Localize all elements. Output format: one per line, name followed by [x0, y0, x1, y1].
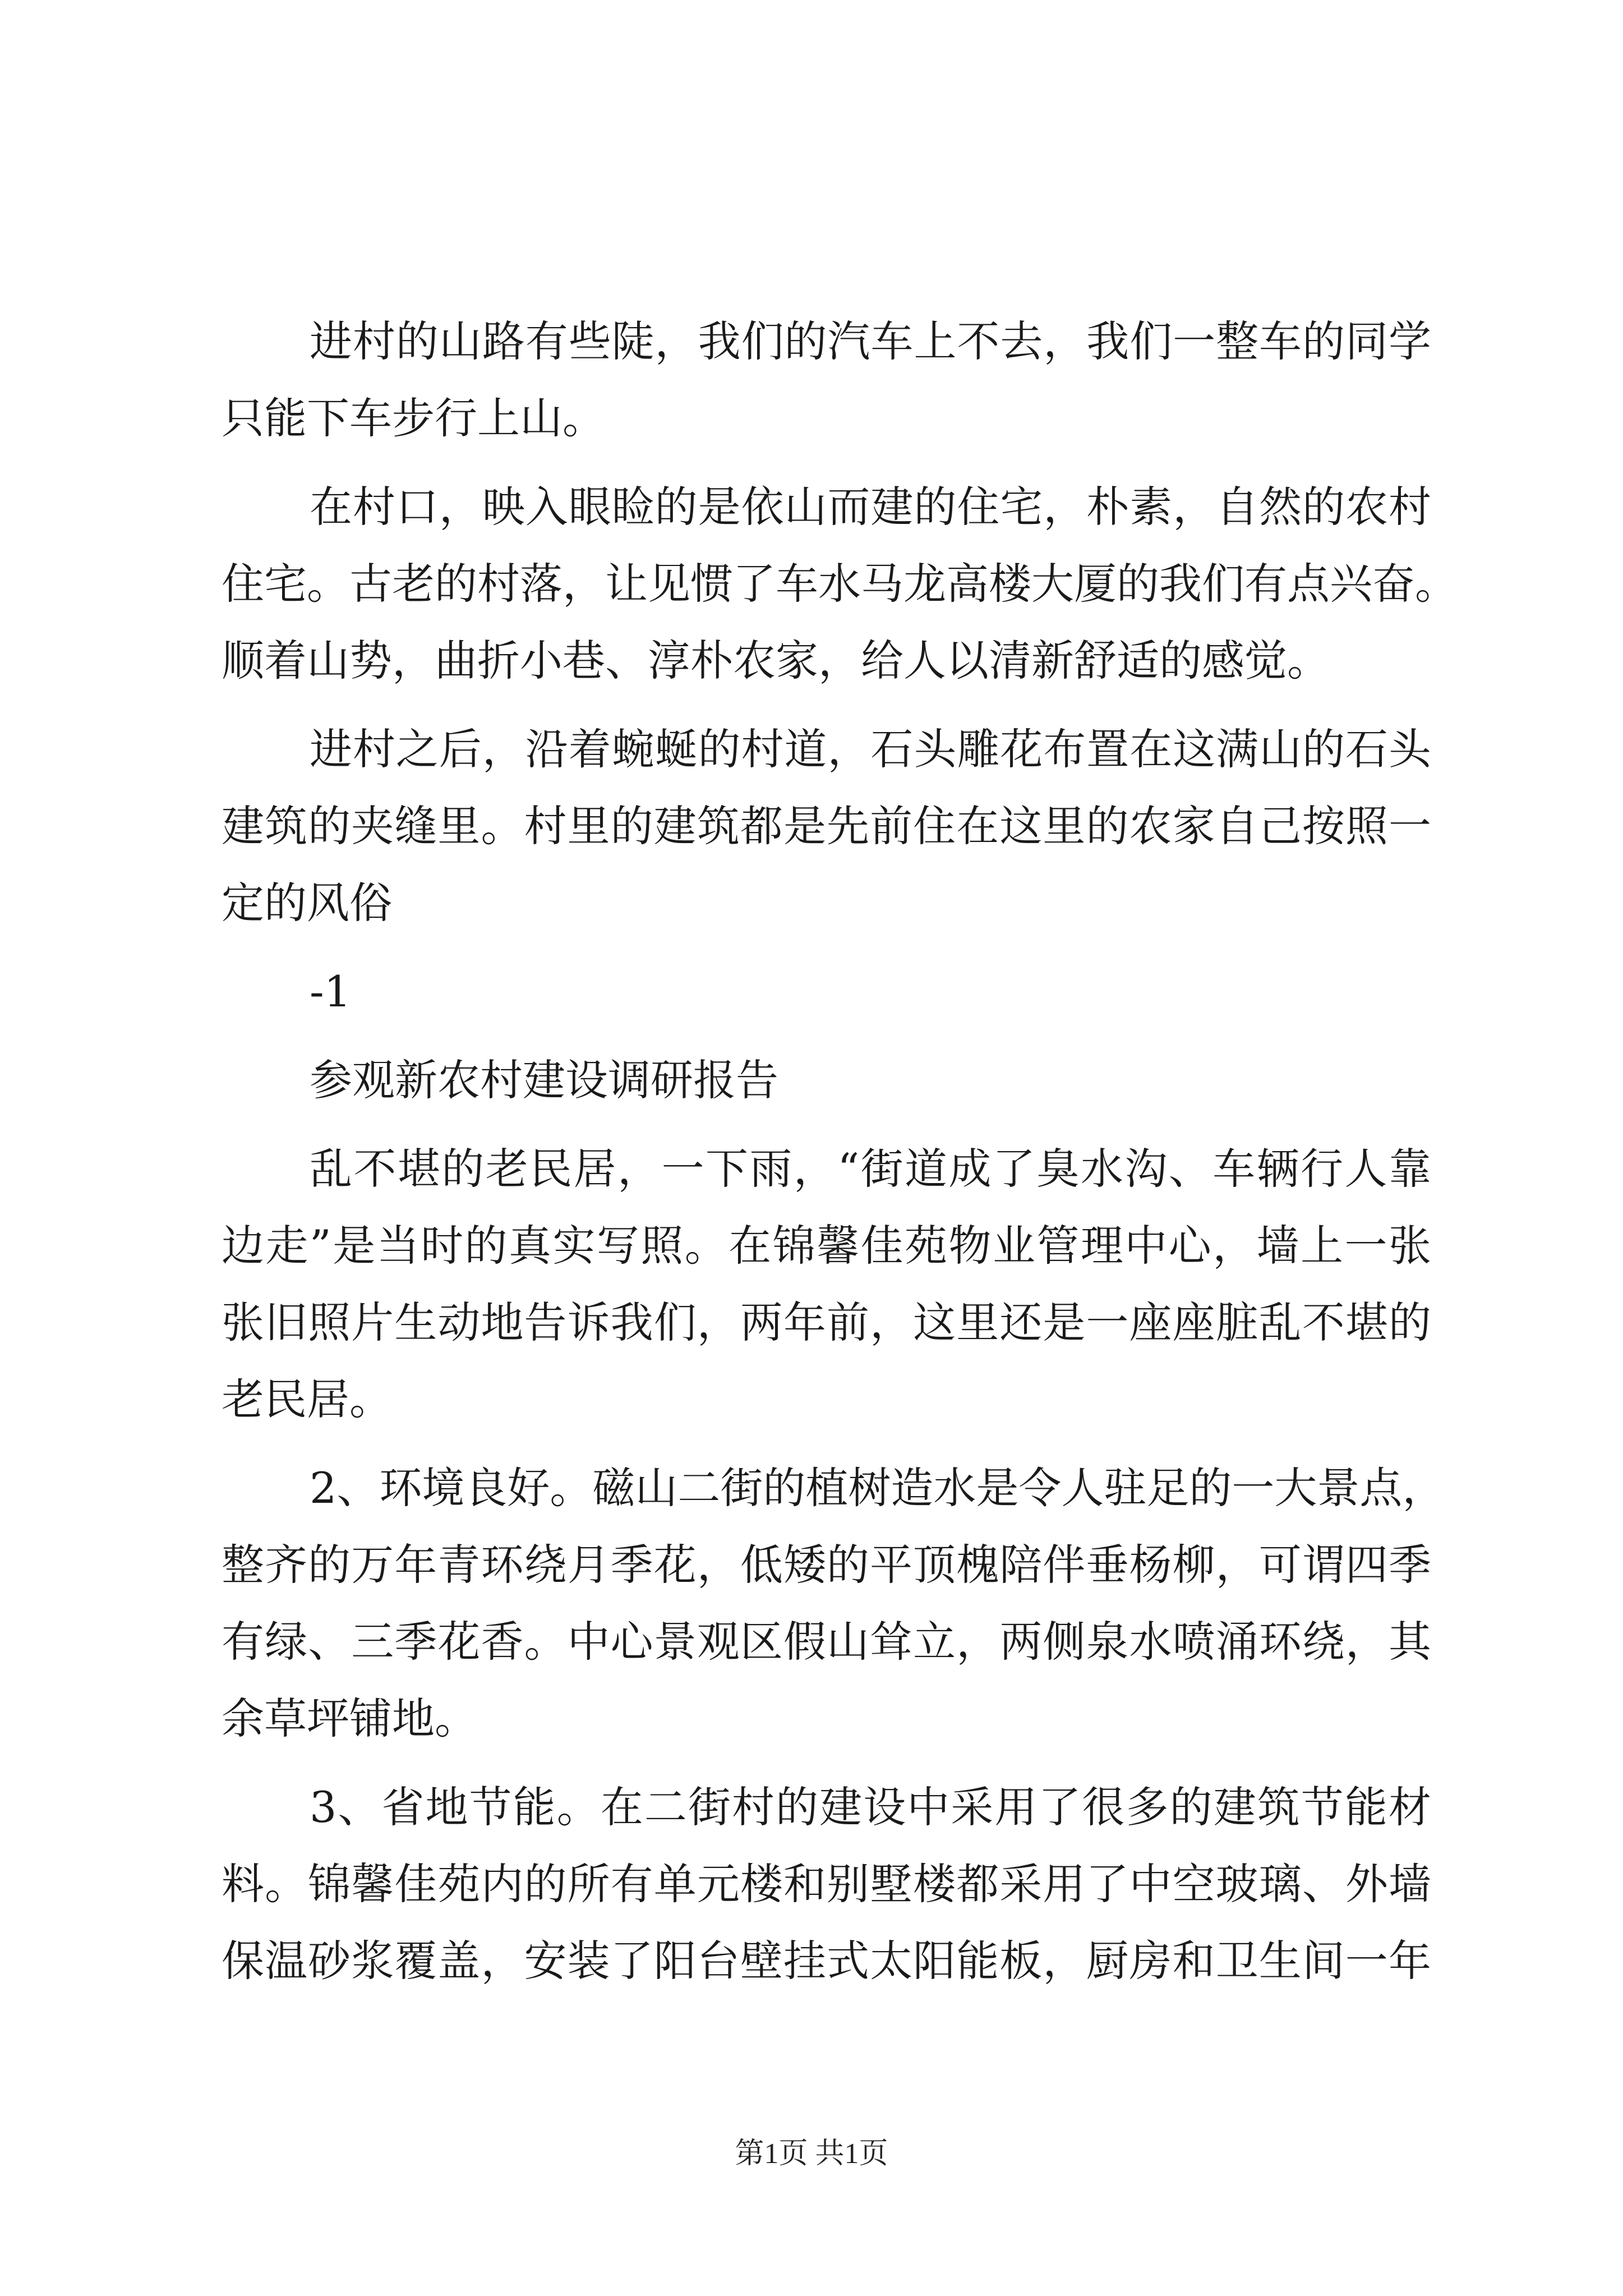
paragraph-line: 边走”是当时的真实写照。在锦馨佳苑物业管理中心，墙上一张 [222, 1221, 1431, 1271]
paragraph [222, 1769, 1431, 1999]
paragraph-line: 建筑的夹缝里。村里的建筑都是先前住在这里的农家自己按照一 [222, 801, 1431, 851]
paragraph-line: 整齐的万年青环绕月季花，低矮的平顶槐陪伴垂杨柳，可谓四季 [222, 1540, 1431, 1590]
paragraph-line: 3、省地节能。在二街村的建设中采用了很多的建筑节能材 [310, 1782, 1431, 1832]
paragraph-line: 乱不堪的老民居，一下雨，“街道成了臭水沟、车辆行人靠 [310, 1144, 1431, 1194]
paragraph-line: 料。锦馨佳苑内的所有单元楼和别墅楼都采用了中空玻璃、外墙 [222, 1859, 1431, 1909]
page-footer: 第1页 共1页 [735, 2138, 888, 2170]
paragraph-line: 保温砂浆覆盖，安装了阳台壁挂式太阳能板，厨房和卫生间一年 [222, 1936, 1431, 1986]
paragraph-line: 进村之后，沿着蜿蜒的村道，石头雕花布置在这满山的石头 [310, 724, 1431, 774]
paragraph-line: 有绿、三季花香。中心景观区假山耸立，两侧泉水喷涌环绕，其 [222, 1617, 1431, 1667]
paragraph-line: 参观新农村建设调研报告 [310, 1055, 778, 1105]
paragraph [222, 468, 1458, 699]
paragraph [222, 1042, 1431, 1119]
paragraph-line: 张旧照片生动地告诉我们，两年前，这里还是一座座脏乱不堪的 [222, 1297, 1431, 1347]
document-body [222, 303, 1458, 2011]
paragraph-line: 2、环境良好。磁山二街的植树造水是令人驻足的一大景点， [310, 1463, 1445, 1513]
paragraph [222, 711, 1431, 941]
paragraph-line: 定的风俗 [222, 878, 392, 928]
paragraph [222, 303, 1431, 457]
paragraph-line: -1 [310, 967, 352, 1016]
paragraph-line: 在村口，映入眼睑的是依山而建的住宅，朴素，自然的农村 [310, 482, 1431, 532]
paragraph-line: 顺着山势，曲折小巷、淳朴农家，给人以清新舒适的感觉。 [222, 636, 1330, 685]
paragraph-line: 余草坪铺地。 [222, 1694, 477, 1743]
paragraph [222, 953, 1431, 1030]
paragraph [222, 1130, 1431, 1438]
paragraph-line: 老民居。 [222, 1374, 392, 1424]
paragraph-line: 进村的山路有些陡，我们的汽车上不去，我们一整车的同学 [310, 316, 1431, 366]
paragraph-line: 只能下车步行上山。 [222, 393, 605, 443]
paragraph-line: 住宅。古老的村落，让见惯了车水马龙高楼大厦的我们有点兴奋。 [222, 559, 1458, 609]
paragraph [222, 1450, 1445, 1757]
